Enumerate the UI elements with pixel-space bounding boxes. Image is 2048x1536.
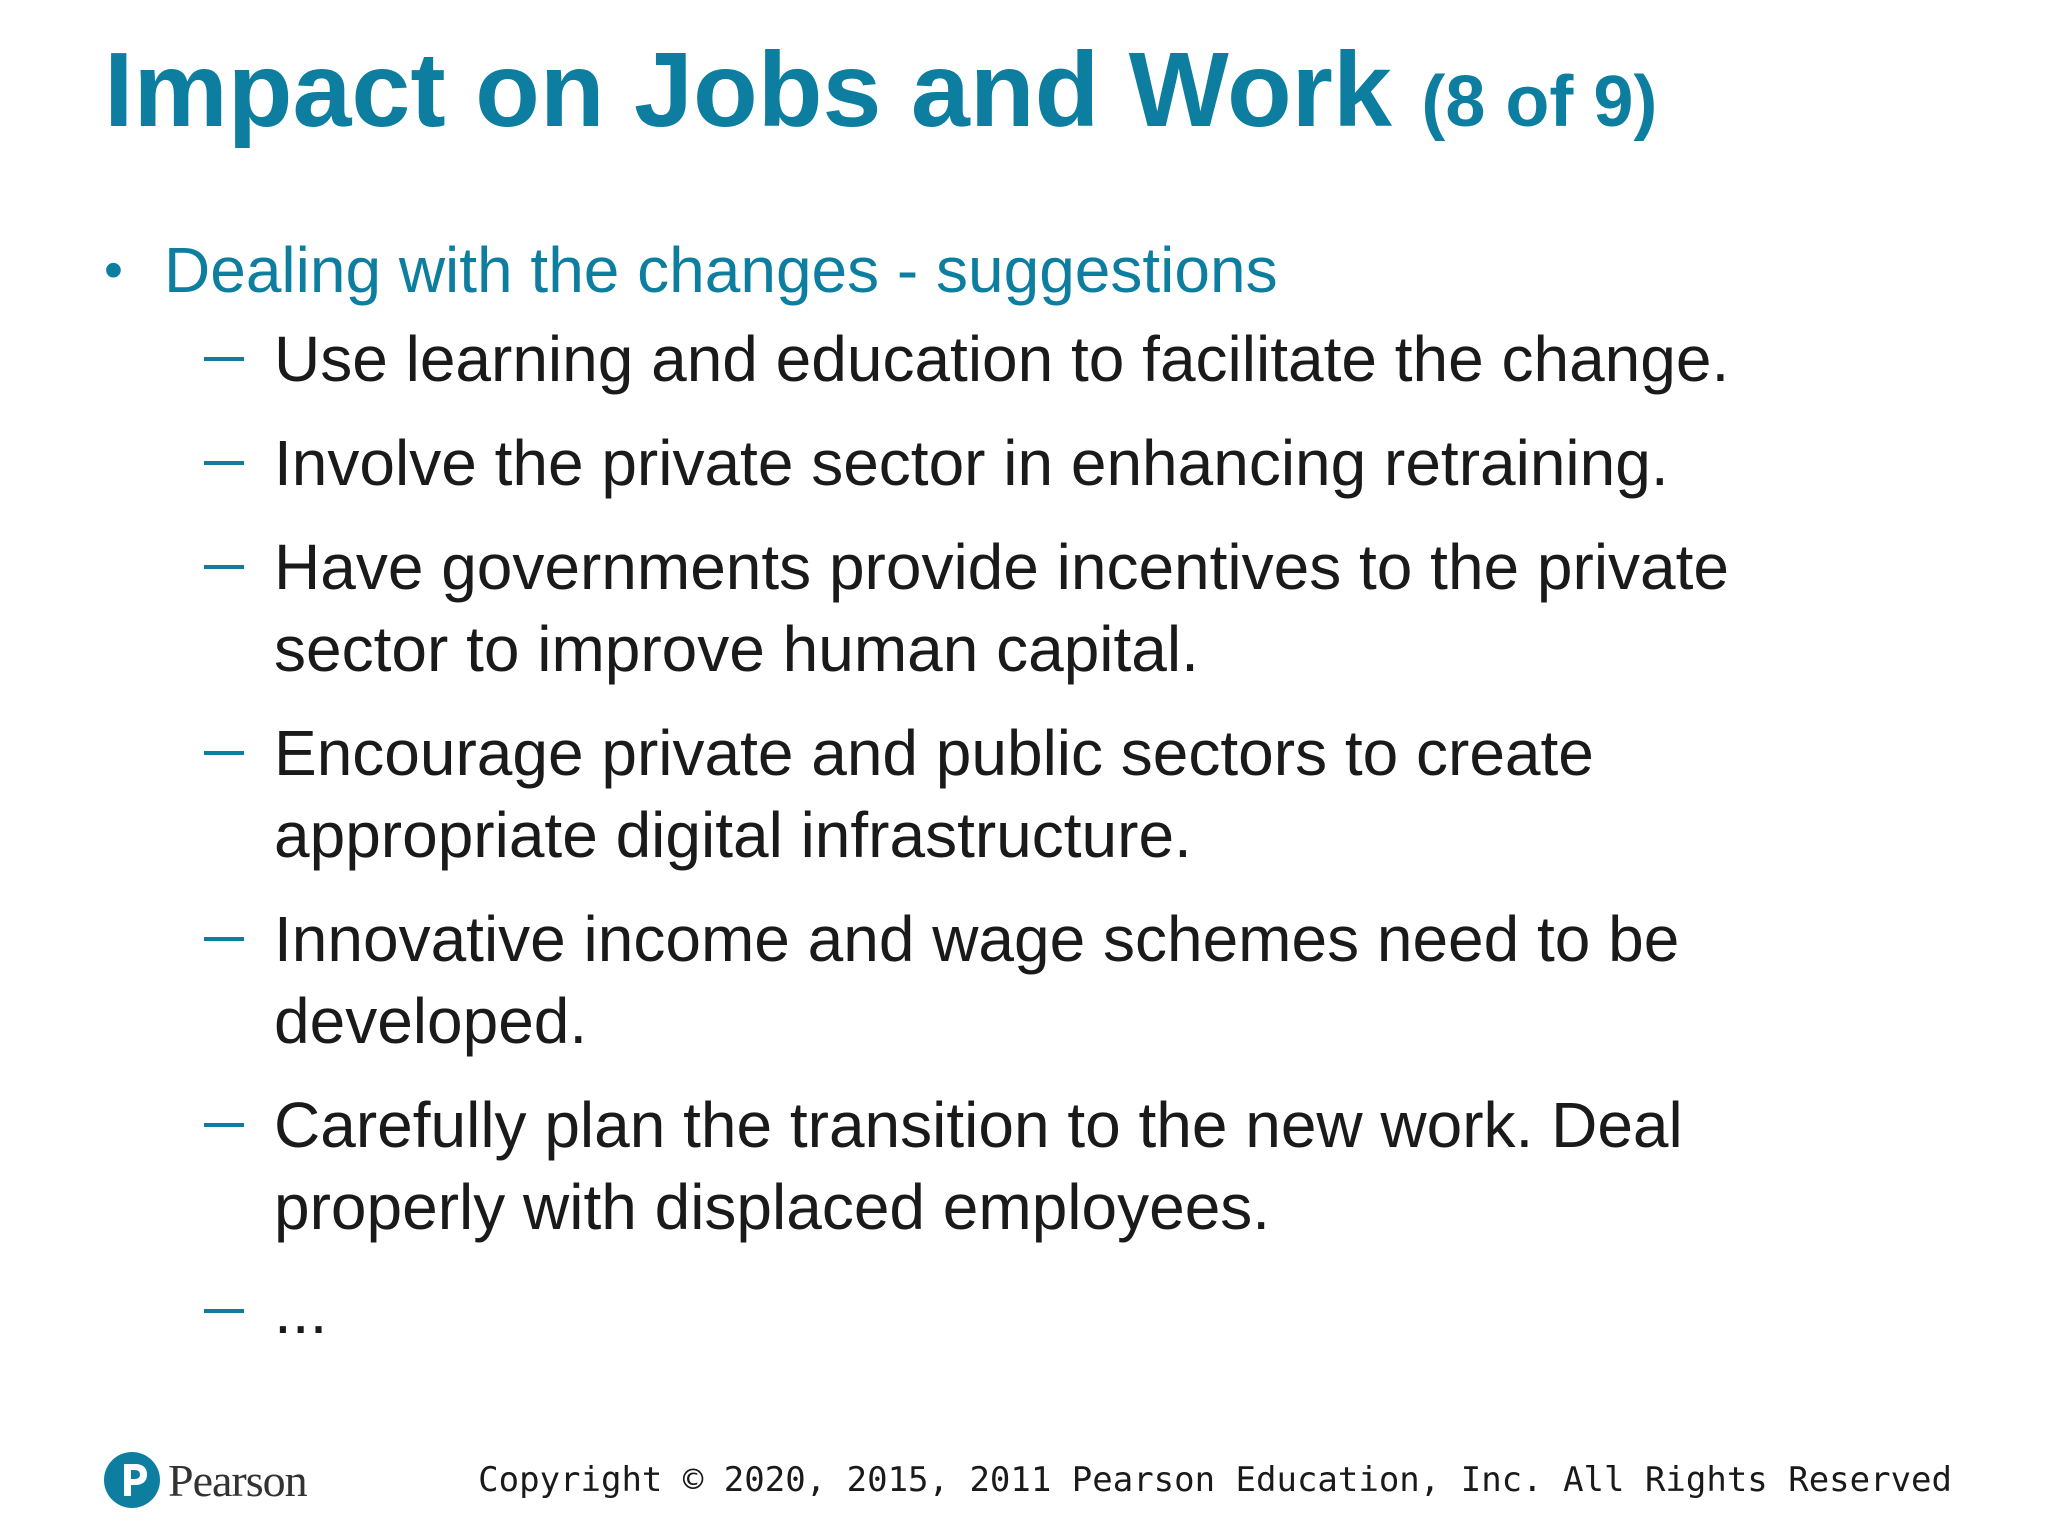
dash-icon xyxy=(204,937,244,941)
main-bullet-text: Dealing with the changes - suggestions xyxy=(164,234,1278,306)
dash-icon xyxy=(204,1309,244,1313)
list-item xyxy=(204,526,1864,690)
bullet-dot-icon: • xyxy=(104,240,123,300)
dash-icon xyxy=(204,1123,244,1127)
slide-title-suffix: (8 of 9) xyxy=(1421,62,1658,142)
dash-icon xyxy=(204,565,244,569)
list-item xyxy=(204,1270,1864,1352)
dash-icon xyxy=(204,751,244,755)
list-item xyxy=(204,898,1864,1062)
list-item xyxy=(204,1084,1864,1248)
slide-title-text: Impact on Jobs and Work xyxy=(104,31,1392,149)
main-bullet xyxy=(104,230,1278,310)
list-item-text: Carefully plan the transition to the new work. Deal properly with displaced employees. xyxy=(274,1089,1683,1243)
pearson-p-icon xyxy=(104,1452,160,1508)
list-item-text: Have governments provide incentives to the private sector to improve human capital. xyxy=(274,531,1729,685)
copyright-notice: Copyright © 2020, 2015, 2011 Pearson Education, Inc. All Rights Reserved xyxy=(478,1460,1952,1500)
slide-title xyxy=(104,30,1657,152)
list-item xyxy=(204,712,1864,876)
list-item-text: Encourage private and public sectors to create appropriate digital infrastructure. xyxy=(274,717,1594,871)
suggestion-list xyxy=(204,318,1864,1374)
dash-icon xyxy=(204,461,244,465)
dash-icon xyxy=(204,357,244,361)
list-item xyxy=(204,422,1864,504)
pearson-logo xyxy=(104,1446,307,1514)
list-item xyxy=(204,318,1864,400)
list-item-text: Involve the private sector in enhancing retraining. xyxy=(274,427,1669,499)
pearson-wordmark: Pearson xyxy=(168,1454,307,1506)
list-item-text: ... xyxy=(274,1275,328,1347)
list-item-text: Innovative income and wage schemes need to be developed. xyxy=(274,903,1680,1057)
list-item-text: Use learning and education to facilitate the change. xyxy=(274,323,1730,395)
